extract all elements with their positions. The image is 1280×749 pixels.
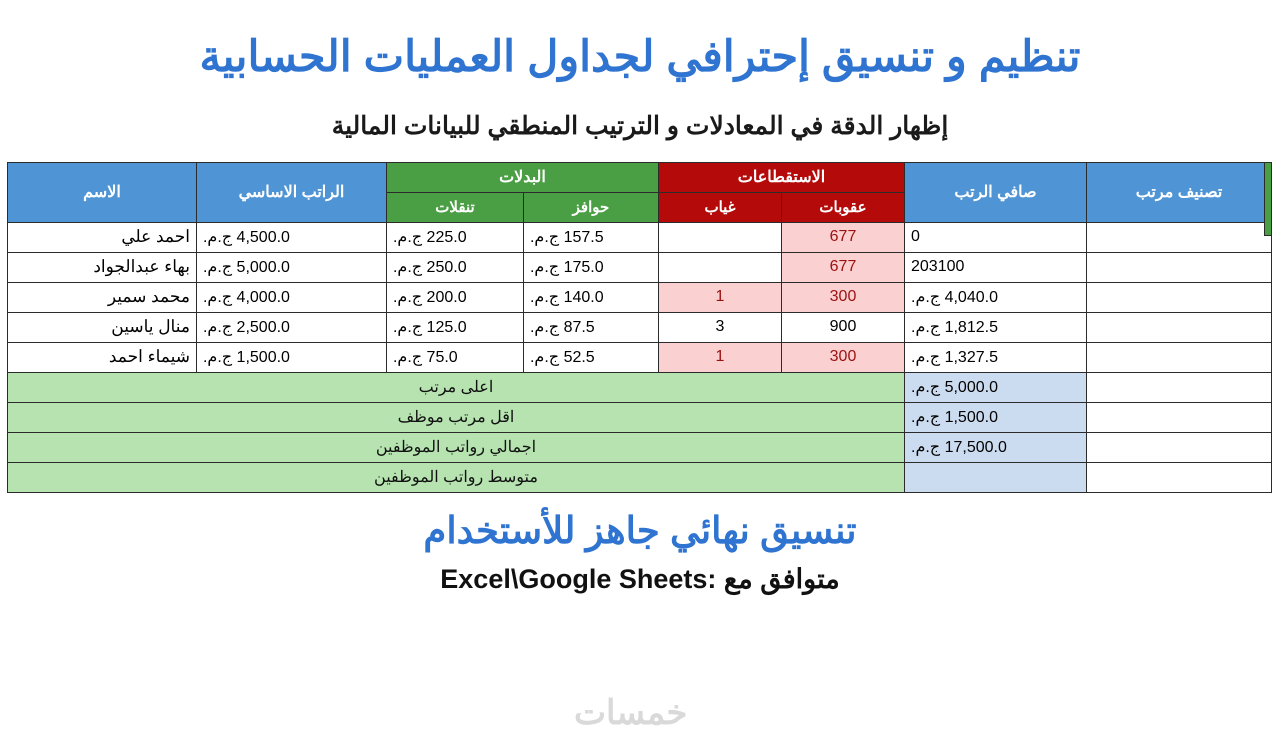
cell-basic-salary[interactable]: 4,000.0 ج.م. <box>196 282 386 312</box>
cell-classification[interactable] <box>1087 282 1272 312</box>
cell-absence[interactable] <box>658 252 781 282</box>
cell-classification[interactable] <box>1087 342 1272 372</box>
cell-classification[interactable] <box>1087 372 1272 402</box>
cell-classification[interactable] <box>1087 252 1272 282</box>
cell-basic-salary[interactable]: 2,500.0 ج.م. <box>196 312 386 342</box>
cell-summary-label[interactable]: متوسط رواتب الموظفين <box>7 462 904 492</box>
table-row[interactable] <box>7 282 1271 312</box>
cell-incentives[interactable]: 87.5 ج.م. <box>523 312 658 342</box>
cell-net-salary[interactable]: 0 <box>905 222 1087 252</box>
table-row[interactable] <box>7 312 1271 342</box>
cell-net-salary[interactable]: 1,327.5 ج.م. <box>905 342 1087 372</box>
cell-incentives[interactable]: 157.5 ج.م. <box>523 222 658 252</box>
cell-summary-label[interactable]: اجمالي رواتب الموظفين <box>7 432 904 462</box>
cell-penalties[interactable]: 677 <box>782 252 905 282</box>
header-deductions: الاستقطاعات <box>658 162 904 192</box>
cell-summary-label[interactable]: اقل مرتب موظف <box>7 402 904 432</box>
cell-penalties[interactable]: 300 <box>782 342 905 372</box>
cell-penalties[interactable]: 300 <box>782 282 905 312</box>
header-deductions-penalties: عقوبات <box>782 192 905 222</box>
cell-incentives[interactable]: 140.0 ج.م. <box>523 282 658 312</box>
cell-transport[interactable]: 75.0 ج.م. <box>386 342 523 372</box>
cell-classification[interactable] <box>1087 432 1272 462</box>
table-row[interactable] <box>7 252 1271 282</box>
cell-net-salary[interactable]: 203100 <box>905 252 1087 282</box>
cell-summary-label[interactable]: اعلى مرتب <box>7 372 904 402</box>
cell-employee-name[interactable]: احمد علي <box>7 222 196 252</box>
cell-net-salary[interactable]: 1,812.5 ج.م. <box>905 312 1087 342</box>
cell-basic-salary[interactable]: 1,500.0 ج.م. <box>196 342 386 372</box>
spreadsheet-container <box>8 162 1272 493</box>
table-header-row-1 <box>7 162 1271 192</box>
cell-employee-name[interactable]: شيماء احمد <box>7 342 196 372</box>
header-basic-salary: الراتب الاساسي <box>196 162 386 222</box>
watermark-logo: خمسات <box>574 693 688 732</box>
cell-incentives[interactable]: 175.0 ج.م. <box>523 252 658 282</box>
table-row[interactable] <box>7 342 1271 372</box>
page-subtitle: إظهار الدقة في المعادلات و الترتيب المنطقي للبيانات المالية <box>331 112 949 141</box>
cell-summary-value[interactable]: 17,500.0 ج.م. <box>905 432 1087 462</box>
cell-basic-salary[interactable]: 5,000.0 ج.م. <box>196 252 386 282</box>
cell-transport[interactable]: 225.0 ج.م. <box>386 222 523 252</box>
header-allowances: البدلات <box>386 162 658 192</box>
cell-net-salary[interactable]: 4,040.0 ج.م. <box>905 282 1087 312</box>
cell-classification[interactable] <box>1087 402 1272 432</box>
cell-employee-name[interactable]: بهاء عبدالجواد <box>7 252 196 282</box>
cell-employee-name[interactable]: منال ياسين <box>7 312 196 342</box>
cell-absence[interactable] <box>658 222 781 252</box>
cell-penalties[interactable]: 900 <box>782 312 905 342</box>
summary-row[interactable] <box>7 372 1271 402</box>
header-classification: تصنيف مرتب <box>1087 162 1272 222</box>
header-allowances-incentives: حوافز <box>523 192 658 222</box>
page-title: تنظيم و تنسيق إحترافي لجداول العمليات الحسابية <box>199 32 1081 81</box>
cell-transport[interactable]: 125.0 ج.م. <box>386 312 523 342</box>
cell-transport[interactable]: 200.0 ج.م. <box>386 282 523 312</box>
header-deductions-absence: غياب <box>658 192 781 222</box>
footer-title: تنسيق نهائي جاهز للأستخدام <box>423 509 857 551</box>
cell-absence[interactable]: 1 <box>658 342 781 372</box>
cell-basic-salary[interactable]: 4,500.0 ج.م. <box>196 222 386 252</box>
slide-page <box>0 29 1280 749</box>
header-allowances-transport: تنقلات <box>386 192 523 222</box>
header-name: الاسم <box>7 162 196 222</box>
cell-summary-value[interactable]: 5,000.0 ج.م. <box>905 372 1087 402</box>
cell-penalties[interactable]: 677 <box>782 222 905 252</box>
header-net-salary: صافي الرتب <box>905 162 1087 222</box>
summary-row[interactable] <box>7 432 1271 462</box>
summary-row[interactable] <box>7 462 1271 492</box>
cell-classification[interactable] <box>1087 462 1272 492</box>
salary-table <box>7 162 1272 493</box>
cell-summary-value[interactable] <box>905 462 1087 492</box>
table-edge-strip <box>1264 162 1272 236</box>
cell-incentives[interactable]: 52.5 ج.م. <box>523 342 658 372</box>
cell-summary-value[interactable]: 1,500.0 ج.م. <box>905 402 1087 432</box>
cell-absence[interactable]: 1 <box>658 282 781 312</box>
table-row[interactable] <box>7 222 1271 252</box>
summary-row[interactable] <box>7 402 1271 432</box>
cell-classification[interactable] <box>1087 222 1272 252</box>
cell-transport[interactable]: 250.0 ج.م. <box>386 252 523 282</box>
cell-employee-name[interactable]: محمد سمير <box>7 282 196 312</box>
cell-absence[interactable]: 3 <box>658 312 781 342</box>
cell-classification[interactable] <box>1087 312 1272 342</box>
footer-compatibility: متوافق مع :Excel\Google Sheets <box>440 563 840 594</box>
